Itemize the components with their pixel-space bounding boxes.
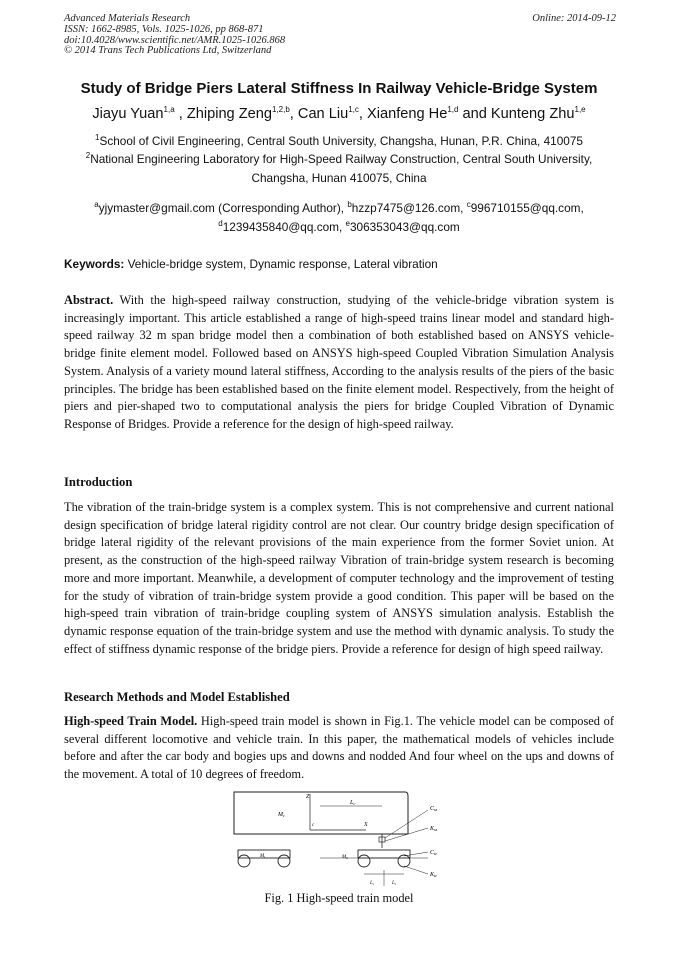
affiliation-text: National Engineering Laboratory for High-Speed Railway Construction, Central South University, <box>90 152 593 166</box>
email-block <box>40 199 638 237</box>
email-sup: e <box>345 219 350 229</box>
lc-label: Lc <box>350 800 356 806</box>
email-a: yjymaster@gmail.com (Corresponding Author), <box>98 201 348 215</box>
abstract-paragraph <box>64 292 614 434</box>
author-affil-sup: 1,d <box>447 105 459 115</box>
leader-ktz <box>404 866 428 874</box>
csz-label: Csz <box>430 806 438 812</box>
author-separator: , <box>358 106 367 122</box>
methods-text: High-speed train model is shown in Fig.1. The vehicle model can be composed of several different locomotive and vehicle train. In this paper, the mathematical models of vehicles include before and after the car body and bogies ups and downs and nodded And four wheel on the ups and downs of the movement. A total of 10 degrees of freedom. <box>64 714 614 782</box>
wheel <box>358 855 370 867</box>
abstract-label: Abstract. <box>64 293 114 307</box>
leader-ctz <box>404 852 428 856</box>
email-sup: b <box>347 200 352 210</box>
ctz-label: Ctz <box>430 850 437 856</box>
email-b: hzzp7475@126.com, <box>351 201 467 215</box>
keywords-label: Keywords: <box>64 257 125 271</box>
rear-bogie <box>358 850 410 858</box>
affiliation-sup: 1 <box>95 133 100 143</box>
c-label: c <box>312 823 315 828</box>
affiliation-text: School of Civil Engineering, Central South University, Changsha, Hunan, P.R. China, 410075 <box>99 134 583 148</box>
author-affil-sup: 1,2,b <box>272 105 290 115</box>
author-name: Zhiping Zeng <box>186 106 272 122</box>
methods-heading: Research Methods and Model Established <box>64 690 290 704</box>
author-affil-sup: 1,e <box>574 105 586 115</box>
car-body-outline <box>234 792 408 834</box>
paper-title: Study of Bridge Piers Lateral Stiffness In Railway Vehicle-Bridge System <box>80 80 598 97</box>
online-date: Online: 2014-09-12 <box>532 13 616 24</box>
x-label: X <box>364 822 368 828</box>
email-d: 1239435840@qq.com, <box>222 220 346 234</box>
copyright-line: © 2014 Trans Tech Publications Ltd, Switzerland <box>64 45 272 57</box>
subsection-label: High-speed Train Model. <box>64 714 198 728</box>
intro-heading: Introduction <box>64 475 133 489</box>
z-label: Z <box>306 794 310 800</box>
author-name: Jiayu Yuan <box>92 106 164 122</box>
author-name: Xianfeng He <box>367 106 448 122</box>
journal-name: Advanced Materials Research <box>64 13 191 24</box>
abstract-text: With the high-speed railway construction, studying of the vehicle-bridge vibration system is increasingly important. This article established a range of high-speed trains linear model and standard high-speed railway 32 m span bridge model then a combination of both established based on ANSYS vehicle-bridge finite element model. Followed based on ANSYS high-speed Coupled Vibration Simulation Analysis System. Analysis of a variety mound lateral stiffness, According to the analysis results of the piers of the basic principles. The bridge has been established based on the finite element model. Respectively, from the height of piers and pier-shaped two to computational analysis the piers for bridge Coupled Vibration of Dynamic Response of Bridges. Provide a reference for the design of high-speed railway. <box>64 293 614 431</box>
keywords-line <box>64 257 438 271</box>
author-separator: , <box>174 106 187 122</box>
affiliation-text-line2: Changsha, Hunan 410075, China <box>251 171 427 185</box>
affiliation-sup: 2 <box>85 151 91 161</box>
lt2-label: $L_t$ <box>392 881 396 886</box>
email-e: 306353043@qq.com <box>350 220 460 234</box>
wheel <box>238 855 250 867</box>
email-sup: a <box>94 200 99 210</box>
wheel <box>278 855 290 867</box>
train-model-figure <box>230 788 460 890</box>
doi-line: doi:10.4028/www.scientific.net/AMR.1025-1026.868 <box>64 34 286 46</box>
author-name: Kunteng Zhu <box>490 106 575 122</box>
mt1-label: $M_t$ <box>260 854 266 859</box>
email-sup: d <box>218 219 223 229</box>
author-list <box>40 106 638 122</box>
author-separator: , <box>289 106 298 122</box>
affiliation-1 <box>40 132 638 151</box>
keywords-text: Vehicle-bridge system, Dynamic response, Lateral vibration <box>124 257 438 271</box>
figure-caption: Fig. 1 High-speed train model <box>264 891 414 905</box>
mc-label: Mc <box>278 812 285 818</box>
ksz-label: Ksz <box>430 826 438 832</box>
author-affil-sup: 1,a <box>163 105 175 115</box>
wheel <box>398 855 410 867</box>
affiliation-2 <box>40 150 638 188</box>
lt1-label: $L_t$ <box>370 881 374 886</box>
email-c: 996710155@qq.com, <box>470 201 584 215</box>
author-name: Can Liu <box>297 106 349 122</box>
intro-paragraph: The vibration of the train-bridge system is a complex system. This is not comprehensive and current national design specification of bridge lateral rigidity control are not clear. Our country bridge design specification of bridge lateral rigidity of the relevant provisions of the main experience from the former Soviet union. At present, as the construction of the high-speed railway Vibration of train-bridge system research is becoming more and more important. Meanwhile, a development of computer technology and the improvement of testing for the study of vibration of train-bridge system provide a good condition. This paper will be based on the high-speed train vibration of train-bridge coupling system of ANSYS simulation analysis. Establish the dynamic response equation of the train-bridge system and use the method with dynamic analysis. To study the effect of stiffness dynamic response of the bridge piers. Provide a reference for design of high speed railway. <box>64 500 614 656</box>
mt2-label: M <box>342 855 347 860</box>
issn-line: ISSN: 1662-8985, Vols. 1025-1026, pp 868-871 <box>64 23 264 35</box>
author-separator: and <box>458 106 491 122</box>
email-sup: c <box>466 200 471 210</box>
ktz-label: Ktz <box>430 872 437 878</box>
methods-paragraph <box>64 713 614 784</box>
author-affil-sup: 1,c <box>348 105 359 115</box>
journal-header <box>64 14 616 57</box>
